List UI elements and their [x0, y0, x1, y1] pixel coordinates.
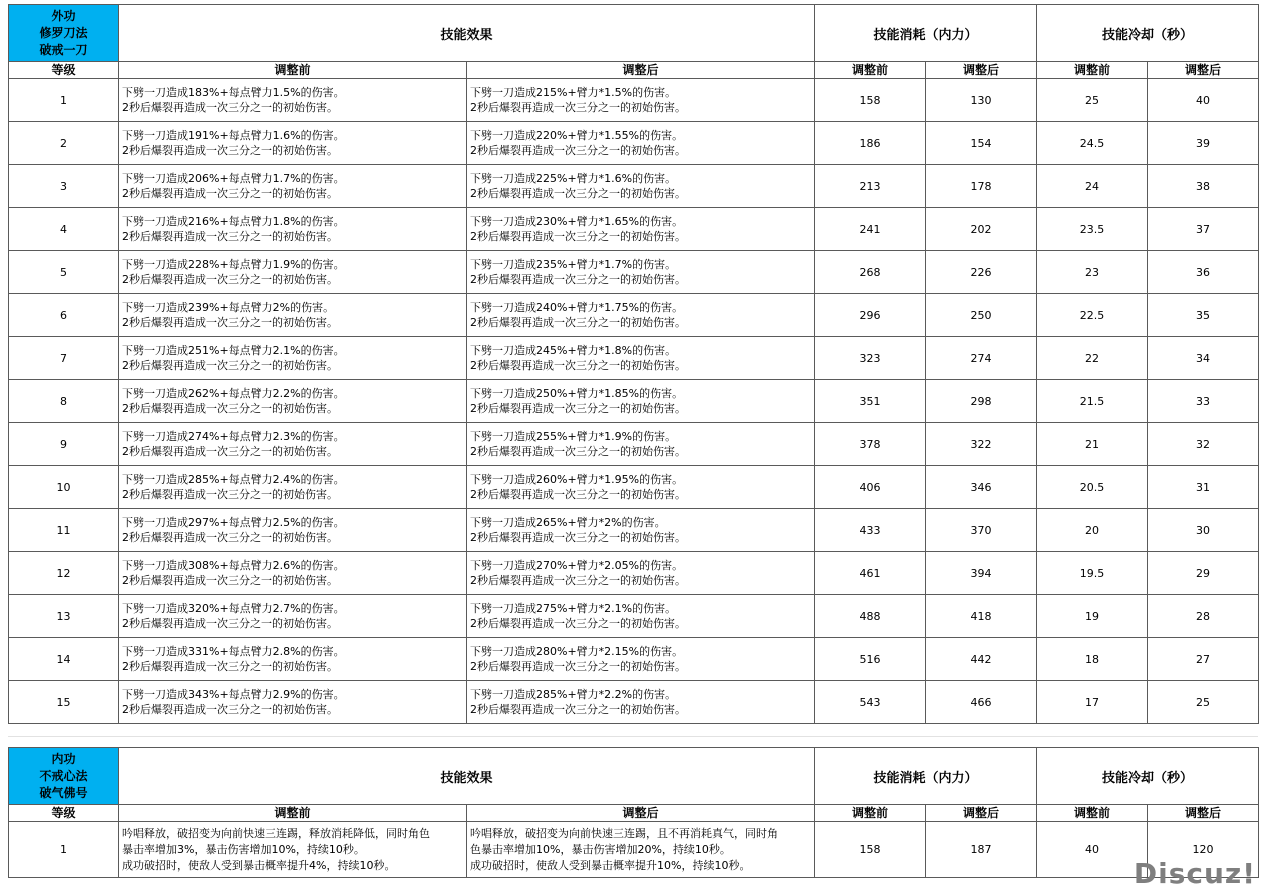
effect-after-cell: [467, 638, 815, 681]
effect-after-cell: [467, 165, 815, 208]
effect-before-cell: [119, 822, 467, 878]
cd-before-cell: 25: [1037, 79, 1148, 122]
effect-line: 2秒后爆裂再造成一次三分之一的初始伤害。: [122, 273, 338, 286]
effect-line: 2秒后爆裂再造成一次三分之一的初始伤害。: [122, 488, 338, 501]
cost-before-cell: 461: [815, 552, 926, 595]
effect-line: 下劈一刀造成331%+每点臂力2.8%的伤害。: [122, 645, 345, 658]
cd-before-cell: 22: [1037, 337, 1148, 380]
cd-after-cell: 28: [1148, 595, 1259, 638]
effect-line: 下劈一刀造成270%+臂力*2.05%的伤害。: [470, 559, 684, 572]
effect-line: 2秒后爆裂再造成一次三分之一的初始伤害。: [470, 230, 686, 243]
cost-after-header: 调整后: [926, 805, 1037, 822]
cd-after-cell: 36: [1148, 251, 1259, 294]
cost-after-cell: 322: [926, 423, 1037, 466]
cost-after-cell: 130: [926, 79, 1037, 122]
cd-after-cell: 38: [1148, 165, 1259, 208]
effect-line: 下劈一刀造成274%+每点臂力2.3%的伤害。: [122, 430, 345, 443]
effect-after-cell: [467, 595, 815, 638]
effect-before-cell: [119, 423, 467, 466]
level-cell: 15: [9, 681, 119, 724]
effect-after-cell: [467, 509, 815, 552]
effect-line: 2秒后爆裂再造成一次三分之一的初始伤害。: [470, 316, 686, 329]
table-row: [9, 337, 1259, 380]
cd-before-cell: 40: [1037, 822, 1148, 878]
table-row: [9, 681, 1259, 724]
cost-after-cell: 274: [926, 337, 1037, 380]
table-row: [9, 294, 1259, 337]
table-row: [9, 466, 1259, 509]
level-cell: 12: [9, 552, 119, 595]
effect-line: 2秒后爆裂再造成一次三分之一的初始伤害。: [122, 402, 338, 415]
cd-before-header: 调整前: [1037, 62, 1148, 79]
table-row: [9, 595, 1259, 638]
cost-before-cell: 241: [815, 208, 926, 251]
divider: [8, 736, 1258, 737]
effect-line: 吟唱释放，破招变为向前快速三连踢，释放消耗降低，同时角色: [122, 826, 430, 840]
effect-line: 色暴击率增加10%，暴击伤害增加20%，持续10秒。: [470, 842, 731, 856]
effect-line: 下劈一刀造成255%+臂力*1.9%的伤害。: [470, 430, 677, 443]
effect-line: 下劈一刀造成191%+每点臂力1.6%的伤害。: [122, 129, 345, 142]
cost-header: 技能消耗（内力）: [815, 748, 1037, 805]
cd-before-cell: 23: [1037, 251, 1148, 294]
skill-table-1: [8, 4, 1259, 724]
cd-before-cell: 17: [1037, 681, 1148, 724]
level-cell: 9: [9, 423, 119, 466]
effect-line: 下劈一刀造成285%+臂力*2.2%的伤害。: [470, 688, 677, 701]
effect-line: 下劈一刀造成280%+臂力*2.15%的伤害。: [470, 645, 684, 658]
effect-line: 下劈一刀造成215%+臂力*1.5%的伤害。: [470, 86, 677, 99]
cd-after-cell: 33: [1148, 380, 1259, 423]
effect-before-cell: [119, 466, 467, 509]
effect-line: 成功破招时，使敌人受到暴击概率提升4%，持续10秒。: [122, 858, 396, 872]
cost-before-cell: 158: [815, 79, 926, 122]
effect-line: 下劈一刀造成220%+臂力*1.55%的伤害。: [470, 129, 684, 142]
effect-after-cell: [467, 294, 815, 337]
effect-line: 下劈一刀造成183%+每点臂力1.5%的伤害。: [122, 86, 345, 99]
cost-after-cell: 466: [926, 681, 1037, 724]
skill-name: 破戒一刀: [39, 42, 88, 57]
effect-line: 2秒后爆裂再造成一次三分之一的初始伤害。: [122, 445, 338, 458]
cooldown-header: 技能冷却（秒）: [1037, 748, 1259, 805]
cd-before-cell: 20.5: [1037, 466, 1148, 509]
effect-before-cell: [119, 595, 467, 638]
effect-after-cell: [467, 466, 815, 509]
effect-line: 下劈一刀造成308%+每点臂力2.6%的伤害。: [122, 559, 345, 572]
effect-line: 2秒后爆裂再造成一次三分之一的初始伤害。: [470, 574, 686, 587]
effect-header: 技能效果: [119, 5, 815, 62]
cd-after-cell: 35: [1148, 294, 1259, 337]
effect-after-header: 调整后: [467, 805, 815, 822]
effect-line: 下劈一刀造成245%+臂力*1.8%的伤害。: [470, 344, 677, 357]
cost-before-cell: 351: [815, 380, 926, 423]
effect-line: 吟唱释放，破招变为向前快速三连踢，且不再消耗真气，同时角: [470, 826, 778, 840]
effect-before-cell: [119, 122, 467, 165]
effect-line: 成功破招时，使敌人受到暴击概率提升10%，持续10秒。: [470, 858, 751, 872]
cost-before-header: 调整前: [815, 805, 926, 822]
effect-line: 2秒后爆裂再造成一次三分之一的初始伤害。: [470, 617, 686, 630]
table-row: [9, 380, 1259, 423]
effect-line: 下劈一刀造成297%+每点臂力2.5%的伤害。: [122, 516, 345, 529]
cd-after-cell: 39: [1148, 122, 1259, 165]
table-row: [9, 122, 1259, 165]
cost-before-cell: 268: [815, 251, 926, 294]
effect-line: 下劈一刀造成251%+每点臂力2.1%的伤害。: [122, 344, 345, 357]
cd-before-cell: 18: [1037, 638, 1148, 681]
effect-after-cell: [467, 380, 815, 423]
cd-before-header: 调整前: [1037, 805, 1148, 822]
cd-after-cell: 25: [1148, 681, 1259, 724]
table-row: [9, 79, 1259, 122]
effect-before-cell: [119, 380, 467, 423]
effect-line: 2秒后爆裂再造成一次三分之一的初始伤害。: [122, 531, 338, 544]
effect-after-cell: [467, 337, 815, 380]
effect-line: 下劈一刀造成343%+每点臂力2.9%的伤害。: [122, 688, 345, 701]
effect-line: 2秒后爆裂再造成一次三分之一的初始伤害。: [122, 187, 338, 200]
effect-header: 技能效果: [119, 748, 815, 805]
cd-after-cell: 34: [1148, 337, 1259, 380]
cost-before-cell: 158: [815, 822, 926, 878]
effect-line: 2秒后爆裂再造成一次三分之一的初始伤害。: [122, 574, 338, 587]
level-cell: 8: [9, 380, 119, 423]
cost-before-cell: 488: [815, 595, 926, 638]
skill-name: 破气佛号: [39, 785, 88, 800]
cd-after-cell: 29: [1148, 552, 1259, 595]
effect-line: 下劈一刀造成285%+每点臂力2.4%的伤害。: [122, 473, 345, 486]
skill-name-cell: [9, 5, 119, 62]
cost-after-cell: 226: [926, 251, 1037, 294]
cd-after-header: 调整后: [1148, 62, 1259, 79]
effect-before-cell: [119, 294, 467, 337]
cost-before-header: 调整前: [815, 62, 926, 79]
level-cell: 11: [9, 509, 119, 552]
effect-line: 2秒后爆裂再造成一次三分之一的初始伤害。: [122, 660, 338, 673]
effect-line: 2秒后爆裂再造成一次三分之一的初始伤害。: [122, 703, 338, 716]
effect-line: 下劈一刀造成265%+臂力*2%的伤害。: [470, 516, 666, 529]
skill-school: 不戒心法: [39, 768, 88, 783]
effect-line: 2秒后爆裂再造成一次三分之一的初始伤害。: [122, 101, 338, 114]
effect-before-cell: [119, 251, 467, 294]
cd-before-cell: 19.5: [1037, 552, 1148, 595]
effect-before-cell: [119, 509, 467, 552]
effect-line: 下劈一刀造成239%+每点臂力2%的伤害。: [122, 301, 335, 314]
cd-after-cell: 30: [1148, 509, 1259, 552]
skill-school: 修罗刀法: [39, 25, 88, 40]
effect-after-cell: [467, 822, 815, 878]
effect-before-cell: [119, 552, 467, 595]
effect-line: 2秒后爆裂再造成一次三分之一的初始伤害。: [470, 531, 686, 544]
level-cell: 13: [9, 595, 119, 638]
cd-after-cell: 40: [1148, 79, 1259, 122]
level-cell: 6: [9, 294, 119, 337]
cost-before-cell: 516: [815, 638, 926, 681]
effect-after-cell: [467, 122, 815, 165]
effect-line: 下劈一刀造成206%+每点臂力1.7%的伤害。: [122, 172, 345, 185]
skill-category: 内功: [51, 751, 76, 766]
effect-line: 2秒后爆裂再造成一次三分之一的初始伤害。: [470, 187, 686, 200]
cost-before-cell: 186: [815, 122, 926, 165]
effect-after-cell: [467, 79, 815, 122]
effect-before-header: 调整前: [119, 62, 467, 79]
effect-before-header: 调整前: [119, 805, 467, 822]
skill-name-cell: [9, 748, 119, 805]
effect-line: 下劈一刀造成230%+臂力*1.65%的伤害。: [470, 215, 684, 228]
cost-after-cell: 178: [926, 165, 1037, 208]
cost-before-cell: 543: [815, 681, 926, 724]
effect-before-cell: [119, 638, 467, 681]
table-row: [9, 638, 1259, 681]
level-header: 等级: [9, 805, 119, 822]
effect-after-header: 调整后: [467, 62, 815, 79]
effect-line: 下劈一刀造成320%+每点臂力2.7%的伤害。: [122, 602, 345, 615]
table-row: [9, 165, 1259, 208]
effect-before-cell: [119, 79, 467, 122]
cd-before-cell: 24: [1037, 165, 1148, 208]
effect-line: 下劈一刀造成260%+臂力*1.95%的伤害。: [470, 473, 684, 486]
cd-after-header: 调整后: [1148, 805, 1259, 822]
effect-line: 下劈一刀造成240%+臂力*1.75%的伤害。: [470, 301, 684, 314]
cost-after-cell: 250: [926, 294, 1037, 337]
table-row: [9, 822, 1259, 878]
level-cell: 5: [9, 251, 119, 294]
table-row: [9, 552, 1259, 595]
cd-before-cell: 21.5: [1037, 380, 1148, 423]
cost-before-cell: 296: [815, 294, 926, 337]
effect-line: 2秒后爆裂再造成一次三分之一的初始伤害。: [122, 617, 338, 630]
skill-table-2: [8, 747, 1259, 878]
level-cell: 14: [9, 638, 119, 681]
discuz-watermark: Discuz!: [1133, 857, 1256, 890]
cd-before-cell: 24.5: [1037, 122, 1148, 165]
cd-before-cell: 22.5: [1037, 294, 1148, 337]
cd-before-cell: 19: [1037, 595, 1148, 638]
level-header: 等级: [9, 62, 119, 79]
cost-after-cell: 418: [926, 595, 1037, 638]
level-cell: 1: [9, 79, 119, 122]
cd-after-cell: 37: [1148, 208, 1259, 251]
effect-line: 2秒后爆裂再造成一次三分之一的初始伤害。: [122, 144, 338, 157]
cost-after-cell: 187: [926, 822, 1037, 878]
cost-before-cell: 433: [815, 509, 926, 552]
cd-before-cell: 20: [1037, 509, 1148, 552]
effect-before-cell: [119, 681, 467, 724]
cost-after-cell: 370: [926, 509, 1037, 552]
effect-line: 2秒后爆裂再造成一次三分之一的初始伤害。: [470, 144, 686, 157]
cost-before-cell: 213: [815, 165, 926, 208]
effect-before-cell: [119, 337, 467, 380]
cost-before-cell: 406: [815, 466, 926, 509]
effect-line: 下劈一刀造成228%+每点臂力1.9%的伤害。: [122, 258, 345, 271]
effect-line: 2秒后爆裂再造成一次三分之一的初始伤害。: [470, 101, 686, 114]
effect-line: 2秒后爆裂再造成一次三分之一的初始伤害。: [470, 402, 686, 415]
cost-after-cell: 154: [926, 122, 1037, 165]
effect-line: 暴击率增加3%，暴击伤害增加10%，持续10秒。: [122, 842, 365, 856]
effect-line: 2秒后爆裂再造成一次三分之一的初始伤害。: [470, 445, 686, 458]
level-cell: 10: [9, 466, 119, 509]
effect-line: 2秒后爆裂再造成一次三分之一的初始伤害。: [470, 703, 686, 716]
effect-line: 下劈一刀造成235%+臂力*1.7%的伤害。: [470, 258, 677, 271]
level-cell: 2: [9, 122, 119, 165]
effect-after-cell: [467, 251, 815, 294]
cost-header: 技能消耗（内力）: [815, 5, 1037, 62]
effect-after-cell: [467, 208, 815, 251]
effect-line: 2秒后爆裂再造成一次三分之一的初始伤害。: [470, 359, 686, 372]
effect-before-cell: [119, 208, 467, 251]
cooldown-header: 技能冷却（秒）: [1037, 5, 1259, 62]
level-cell: 4: [9, 208, 119, 251]
table-row: [9, 251, 1259, 294]
effect-line: 下劈一刀造成262%+每点臂力2.2%的伤害。: [122, 387, 345, 400]
effect-after-cell: [467, 552, 815, 595]
cd-after-cell: 120: [1148, 822, 1259, 878]
cd-after-cell: 32: [1148, 423, 1259, 466]
table-row: [9, 509, 1259, 552]
effect-line: 2秒后爆裂再造成一次三分之一的初始伤害。: [470, 273, 686, 286]
table-row: [9, 208, 1259, 251]
cd-after-cell: 27: [1148, 638, 1259, 681]
cd-before-cell: 23.5: [1037, 208, 1148, 251]
effect-line: 2秒后爆裂再造成一次三分之一的初始伤害。: [470, 660, 686, 673]
cost-before-cell: 323: [815, 337, 926, 380]
skill-category: 外功: [51, 8, 76, 23]
effect-after-cell: [467, 423, 815, 466]
cost-after-cell: 394: [926, 552, 1037, 595]
level-cell: 3: [9, 165, 119, 208]
effect-line: 2秒后爆裂再造成一次三分之一的初始伤害。: [122, 359, 338, 372]
level-cell: 7: [9, 337, 119, 380]
cd-after-cell: 31: [1148, 466, 1259, 509]
effect-line: 下劈一刀造成275%+臂力*2.1%的伤害。: [470, 602, 677, 615]
effect-line: 下劈一刀造成216%+每点臂力1.8%的伤害。: [122, 215, 345, 228]
effect-before-cell: [119, 165, 467, 208]
cost-after-cell: 202: [926, 208, 1037, 251]
effect-after-cell: [467, 681, 815, 724]
effect-line: 2秒后爆裂再造成一次三分之一的初始伤害。: [122, 316, 338, 329]
effect-line: 下劈一刀造成225%+臂力*1.6%的伤害。: [470, 172, 677, 185]
cost-after-cell: 298: [926, 380, 1037, 423]
effect-line: 下劈一刀造成250%+臂力*1.85%的伤害。: [470, 387, 684, 400]
effect-line: 2秒后爆裂再造成一次三分之一的初始伤害。: [122, 230, 338, 243]
effect-line: 2秒后爆裂再造成一次三分之一的初始伤害。: [470, 488, 686, 501]
cost-after-header: 调整后: [926, 62, 1037, 79]
cd-before-cell: 21: [1037, 423, 1148, 466]
level-cell: 1: [9, 822, 119, 878]
cost-before-cell: 378: [815, 423, 926, 466]
cost-after-cell: 442: [926, 638, 1037, 681]
cost-after-cell: 346: [926, 466, 1037, 509]
table-row: [9, 423, 1259, 466]
